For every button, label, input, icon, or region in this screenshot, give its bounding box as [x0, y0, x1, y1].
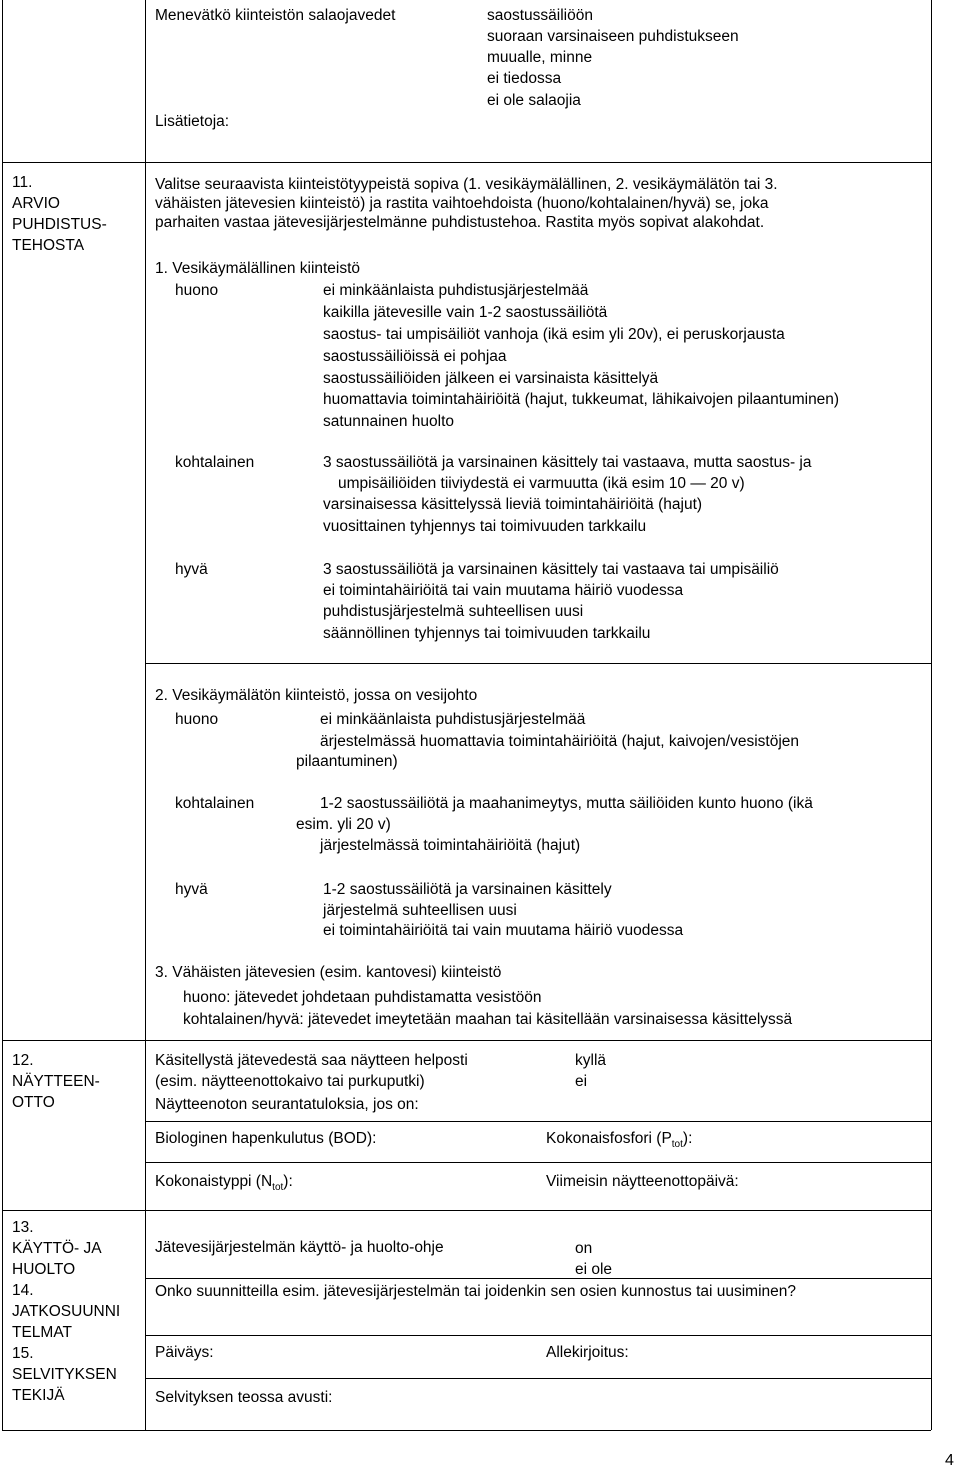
ptot-label-text: Kokonaisfosfori (P: [546, 1130, 672, 1147]
table-left-border: [2, 0, 3, 1430]
ntot-field-label[interactable]: [155, 1171, 293, 1198]
type2-kohtalainen-item[interactable]: 1-2 saostussäiliötä ja maahanimeytys, mutta säiliöiden kunto huono (ikä: [320, 795, 813, 812]
ptot-subscript: tot: [671, 1139, 683, 1151]
type1-hyva-item[interactable]: ei toimintahäiriöitä tai vain muutama häiriö vuodessa: [323, 582, 684, 599]
type1-huono-item[interactable]: huomattavia toimintahäiriöitä (hajut, tukkeumat, lähikaivojen pilaantuminen): [323, 391, 840, 408]
type2-huono-item[interactable]: pilaantuminen): [296, 753, 398, 770]
section-label: NÄYTTEEN-: [12, 1073, 100, 1090]
plans-question[interactable]: Onko suunnitteilla esim. jätevesijärjestelmän tai joidenkin sen osien kunnostus tai uusiminen?: [155, 1283, 797, 1300]
section-label: 11.: [12, 174, 33, 191]
type1-kohtalainen-item[interactable]: 3 saostussäiliötä ja varsinainen käsittely tai vastaava, mutta saostus- ja: [323, 454, 812, 471]
type1-kohtalainen-item[interactable]: varsinaisessa käsittelyssä lieviä toimintahäiriöitä (hajut): [323, 496, 703, 513]
ptot-field-label[interactable]: [546, 1128, 692, 1155]
type2-hyva-option[interactable]: hyvä: [175, 881, 208, 898]
type2-title: 2. Vesikäymälätön kiinteistö, jossa on vesijohto: [155, 687, 478, 704]
type1-huono-item[interactable]: kaikilla jätevesille vain 1-2 saostussäiliötä: [323, 304, 608, 321]
assisted-field-label[interactable]: Selvityksen teossa avusti:: [155, 1389, 333, 1406]
drainage-option[interactable]: ei ole salaojia: [487, 92, 581, 109]
row-divider-type2: [145, 663, 931, 664]
ntot-label-suffix: ):: [283, 1173, 293, 1190]
section-label: JATKOSUUNNI: [12, 1303, 121, 1320]
row-divider-11: [2, 162, 931, 163]
bod-field-label[interactable]: Biologinen hapenkulutus (BOD):: [155, 1130, 377, 1147]
drainage-option[interactable]: saostussäiliöön: [487, 7, 593, 24]
type1-kohtalainen-item[interactable]: vuosittainen tyhjennys tai toimivuuden tarkkailu: [323, 518, 647, 535]
section-label: HUOLTO: [12, 1261, 76, 1278]
type2-hyva-item[interactable]: ei toimintahäiriöitä tai vain muutama häiriö vuodessa: [323, 922, 684, 939]
type3-item[interactable]: huono: jätevedet johdetaan puhdistamatta vesistöön: [183, 989, 542, 1006]
row-divider-bod: [145, 1121, 931, 1122]
row-divider-15: [145, 1335, 931, 1336]
page-number: 4: [945, 1452, 954, 1469]
last-sampling-date-label[interactable]: Viimeisin näytteenottopäivä:: [546, 1173, 739, 1190]
type1-title: 1. Vesikäymälällinen kiinteistö: [155, 260, 361, 277]
row-divider-13: [2, 1210, 931, 1211]
ntot-label-text: Kokonaistyppi (N: [155, 1173, 273, 1190]
section-label: 14.: [12, 1282, 34, 1299]
maintenance-option-ei-ole[interactable]: ei ole: [575, 1261, 613, 1278]
section-label: TEHOSTA: [12, 237, 85, 254]
sampling-option-no[interactable]: ei: [575, 1073, 588, 1090]
table-right-border: [931, 0, 932, 1430]
type2-huono-item[interactable]: ärjestelmässä huomattavia toimintahäiriöitä (hajut, kaivojen/vesistöjen: [320, 733, 800, 750]
row-divider-14: [145, 1278, 931, 1279]
row-divider-assist: [145, 1378, 931, 1379]
type3-title: 3. Vähäisten jätevesien (esim. kantovesi) kiinteistö: [155, 964, 502, 981]
signature-field-label[interactable]: Allekirjoitus:: [546, 1344, 629, 1361]
type1-huono-item[interactable]: satunnainen huolto: [323, 413, 455, 430]
ntot-subscript: tot: [272, 1182, 284, 1194]
drainage-option[interactable]: ei tiedossa: [487, 70, 562, 87]
section-label: 13.: [12, 1219, 34, 1236]
section-label: ARVIO: [12, 195, 60, 212]
drainage-option[interactable]: muualle, minne: [487, 49, 593, 66]
type2-kohtalainen-item[interactable]: esim. yli 20 v): [296, 816, 391, 833]
type2-hyva-item[interactable]: 1-2 saostussäiliötä ja varsinainen käsittely: [323, 881, 612, 898]
type2-hyva-item[interactable]: järjestelmä suhteellisen uusi: [323, 902, 517, 919]
section-label: PUHDISTUS-: [12, 216, 107, 233]
section-label: OTTO: [12, 1094, 55, 1111]
type1-huono-item[interactable]: ei minkäänlaista puhdistusjärjestelmää: [323, 282, 589, 299]
section-label: TEKIJÄ: [12, 1387, 65, 1404]
section-label: KÄYTTÖ- JA: [12, 1240, 102, 1257]
type1-hyva-item[interactable]: puhdistusjärjestelmä suhteellisen uusi: [323, 603, 584, 620]
section-label: 15.: [12, 1345, 34, 1362]
section-label: TELMAT: [12, 1324, 72, 1341]
sampling-results-label: Näytteenoton seurantatuloksia, jos on:: [155, 1096, 419, 1113]
row-divider-ntot: [145, 1162, 931, 1163]
type1-huono-item[interactable]: saostus- tai umpisäiliöt vanhoja (ikä esim yli 20v), ei peruskorjausta: [323, 326, 785, 343]
type1-kohtalainen-item[interactable]: umpisäiliöiden tiiviydestä ei varmuutta (ikä esim 10 — 20 v): [338, 475, 745, 492]
type1-hyva-item[interactable]: 3 saostussäiliötä ja varsinainen käsittely tai vastaava tai umpisäiliö: [323, 561, 779, 578]
drainage-title: Menevätkö kiinteistön salaojavedet: [155, 7, 396, 24]
intro-text: Valitse seuraavista kiinteistötyypeistä sopiva (1. vesikäymälällinen, 2. vesikäymälätön tai 3.: [155, 176, 778, 193]
type2-kohtalainen-item[interactable]: järjestelmässä toimintahäiriöitä (hajut): [320, 837, 581, 854]
type2-huono-item[interactable]: ei minkäänlaista puhdistusjärjestelmää: [320, 711, 586, 728]
date-field-label[interactable]: Päiväys:: [155, 1344, 214, 1361]
type3-item[interactable]: kohtalainen/hyvä: jätevedet imeytetään maahan tai käsitellään varsinaisessa käsittelyssä: [183, 1011, 793, 1028]
maintenance-option-on[interactable]: on: [575, 1240, 593, 1257]
section-label: SELVITYKSEN: [12, 1366, 117, 1383]
sampling-question: Käsitellystä jätevedestä saa näytteen helposti: [155, 1052, 468, 1069]
type1-huono-item[interactable]: saostussäiliöiden jälkeen ei varsinaista käsittelyä: [323, 370, 659, 387]
sampling-question: (esim. näytteenottokaivo tai purkuputki): [155, 1073, 425, 1090]
table-label-column-border: [145, 0, 146, 1430]
intro-text: vähäisten jätevesien kiinteistö) ja rastita vaihtoehdoista (huono/kohtalainen/hyvä) se, joka: [155, 195, 769, 212]
type1-huono-item[interactable]: saostussäiliöissä ei pohjaa: [323, 348, 507, 365]
maintenance-question: Jätevesijärjestelmän käyttö- ja huolto-ohje: [155, 1239, 444, 1256]
row-divider-12: [2, 1040, 931, 1041]
type1-kohtalainen-option[interactable]: kohtalainen: [175, 454, 255, 471]
drainage-extra-label: Lisätietoja:: [155, 113, 230, 130]
type1-huono-option[interactable]: huono: [175, 282, 219, 299]
ptot-label-suffix: ):: [682, 1130, 693, 1147]
intro-text: parhaiten vastaa jätevesijärjestelmänne puhdistustehoa. Rastita myös sopivat alakohdat.: [155, 214, 765, 231]
type2-huono-option[interactable]: huono: [175, 711, 219, 728]
sampling-option-yes[interactable]: kyllä: [575, 1052, 607, 1069]
table-bottom-border: [2, 1430, 931, 1431]
type1-hyva-item[interactable]: säännöllinen tyhjennys tai toimivuuden tarkkailu: [323, 625, 651, 642]
type1-hyva-option[interactable]: hyvä: [175, 561, 208, 578]
section-label: 12.: [12, 1052, 34, 1069]
type2-kohtalainen-option[interactable]: kohtalainen: [175, 795, 255, 812]
drainage-option[interactable]: suoraan varsinaiseen puhdistukseen: [487, 28, 739, 45]
